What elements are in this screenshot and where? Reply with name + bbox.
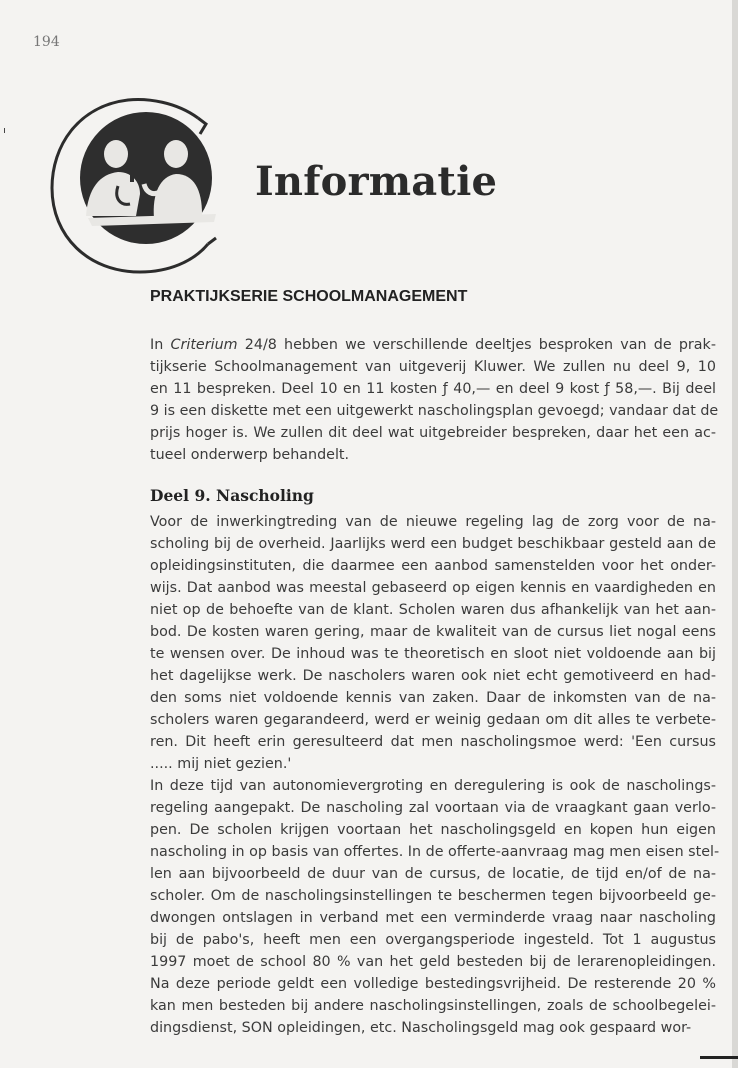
body-line: Voor de inwerkingtreding van de nieuwe regeling lag de zorg voor de na- bbox=[150, 514, 716, 530]
page-number: 194 bbox=[33, 34, 60, 50]
body-line: kan men besteden bij andere nascholingsinstellingen, zoals de schoolbegelei- bbox=[150, 998, 716, 1014]
body-line: bod. De kosten waren gering, maar de kwaliteit van de cursus liet nogal eens bbox=[150, 624, 716, 640]
body-line: len aan bijvoorbeeld de duur van de cursus, de locatie, de tijd en/of de na- bbox=[150, 866, 716, 882]
conversation-logo-icon bbox=[48, 96, 220, 276]
intro-line: tijkserie Schoolmanagement van uitgeverij Kluwer. We zullen nu deel 9, 10 bbox=[150, 359, 716, 375]
intro-line: 9 is een diskette met een uitgewerkt nascholingsplan gevoegd; vandaar dat de bbox=[150, 403, 719, 419]
page-edge-rule bbox=[700, 1056, 738, 1059]
body-line: dingsdienst, SON opleidingen, etc. Nascholingsgeld mag ook gespaard wor- bbox=[150, 1020, 692, 1036]
body-line: regeling aangepakt. De nascholing zal voortaan via de vraagkant gaan verlo- bbox=[150, 800, 716, 816]
body-line: Na deze periode geldt een volledige bestedingsvrijheid. De resterende 20 % bbox=[150, 976, 716, 992]
scan-edge bbox=[732, 0, 738, 1068]
scan-mark bbox=[4, 128, 5, 133]
intro-line: prijs hoger is. We zullen dit deel wat uitgebreider bespreken, daar het een ac- bbox=[150, 425, 716, 441]
body-line: scholers waren gegarandeerd, werd er weinig gedaan om dit alles te verbete- bbox=[150, 712, 716, 728]
body-paragraph bbox=[150, 511, 720, 1039]
body-line: pen. De scholen krijgen voortaan het nascholingsgeld en kopen hun eigen bbox=[150, 822, 716, 838]
body-line: te wensen over. De inhoud was te theoretisch en sloot niet voldoende aan bij bbox=[150, 646, 716, 662]
body-line: scholer. Om de nascholingsinstellingen te beschermen tegen bijvoorbeeld ge- bbox=[150, 888, 716, 904]
body-line: ..... mij niet gezien.' bbox=[150, 756, 292, 772]
intro-line: en 11 bespreken. Deel 10 en 11 kosten ƒ 40,— en deel 9 kost ƒ 58,—. Bij deel bbox=[150, 381, 716, 397]
body-line: den soms niet voldoende kennis van zaken. Daar de inkomsten van de na- bbox=[150, 690, 716, 706]
sub-heading: Deel 9. Nascholing bbox=[150, 486, 314, 505]
page-title: Informatie bbox=[255, 158, 498, 205]
body-line: opleidingsinstituten, die daarmee een aanbod samenstelden voor het onder- bbox=[150, 558, 716, 574]
body-line: 1997 moet de school 80 % van het geld besteden bij de lerarenopleidingen. bbox=[150, 954, 716, 970]
body-line: bij de pabo's, heeft men een overgangsperiode ingesteld. Tot 1 augustus bbox=[150, 932, 716, 948]
journal-name: Criterium bbox=[170, 337, 238, 353]
body-line: het dagelijkse werk. De nascholers waren ook niet echt gemotiveerd en had- bbox=[150, 668, 716, 684]
body-line: dwongen ontslagen in verband met een verminderde vraag naar nascholing bbox=[150, 910, 716, 926]
intro-paragraph bbox=[150, 334, 719, 466]
body-line: In deze tijd van autonomievergroting en deregulering is ook de nascholings- bbox=[150, 778, 716, 794]
intro-line: In Criterium 24/8 hebben we verschillende deeltjes besproken van de prak- bbox=[150, 337, 716, 353]
body-line: ren. Dit heeft erin geresulteerd dat men nascholingsmoe werd: 'Een cursus bbox=[150, 734, 716, 750]
section-heading: PRAKTIJKSERIE SCHOOLMANAGEMENT bbox=[150, 288, 468, 305]
body-line: nascholing in op basis van offertes. In de offerte-aanvraag mag men eisen stel- bbox=[150, 844, 720, 860]
body-line: niet op de behoefte van de klant. Scholen waren dus afhankelijk van het aan- bbox=[150, 602, 716, 618]
intro-line: tueel onderwerp behandelt. bbox=[150, 447, 350, 463]
body-line: wijs. Dat aanbod was meestal gebaseerd op eigen kennis en vaardigheden en bbox=[150, 580, 716, 596]
body-line: scholing bij de overheid. Jaarlijks werd een budget beschikbaar gesteld aan de bbox=[150, 536, 716, 552]
